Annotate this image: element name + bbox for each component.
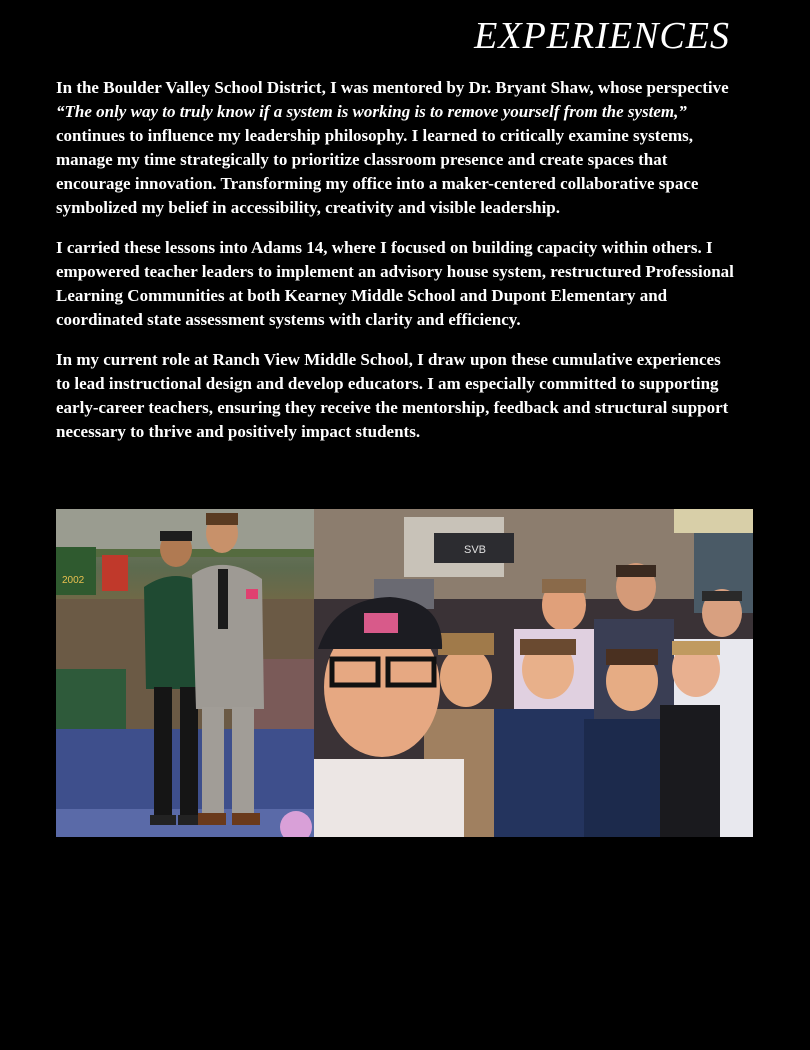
paragraph-1-intro: In the Boulder Valley School District, I was mentored by Dr. Bryant Shaw, whose perspective — [56, 78, 729, 97]
photo-collage — [56, 509, 753, 837]
page-title: EXPERIENCES — [474, 15, 730, 57]
paragraph-1-rest: continues to influence my leadership philosophy. I learned to critically examine systems, manage my time strategically to prioritize classroom presence and create spaces that encourage innovation. Transforming my office into a maker-centered collaborative space symbolized my belief in accessibility, creativity and visible leadership. — [56, 126, 699, 217]
banner-year: 2002 — [62, 575, 85, 586]
paragraph-ranch-view: In my current role at Ranch View Middle School, I draw upon these cumulative experiences to lead instructional design and develop educators. I am especially committed to supporting early-career teachers, ensuring they receive the mentorship, feedback and structural support necessary to thrive and positively impact students. — [56, 350, 729, 441]
paragraph-adams-14: I carried these lessons into Adams 14, where I focused on building capacity within others. I empowered teacher leaders to implement an advisory house system, restructured Professional Learning Communities at both Kearney Middle School and Dupont Elementary and coordinated state assessment systems with clarity and efficiency. — [56, 238, 734, 329]
group-selfie-photo — [314, 509, 753, 837]
graduation-photo-illustration — [56, 509, 314, 837]
sign-text: SVB — [464, 544, 487, 556]
graduation-ceremony-photo — [56, 509, 314, 837]
group-selfie-illustration — [314, 509, 753, 837]
paragraph-boulder-valley — [56, 76, 736, 220]
shaw-quote: “The only way to truly know if a system is working is to remove yourself from the system,” — [56, 102, 687, 121]
body-text — [56, 76, 736, 460]
